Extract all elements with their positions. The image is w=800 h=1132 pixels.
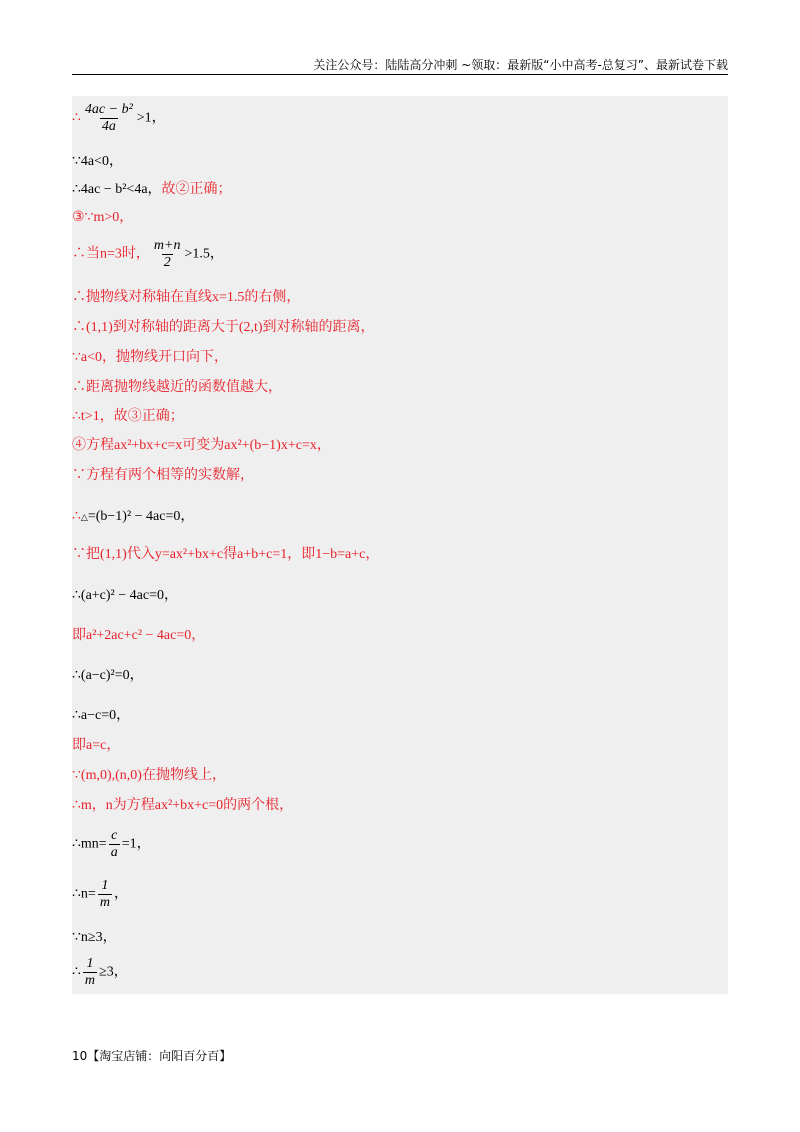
solution-line-23: ∴n= $\frac{1}{m}$ ， (72, 878, 128, 910)
fraction: $\frac{1}{m}$ (84, 956, 96, 988)
remark: 故②正确； (161, 182, 232, 197)
solution-line-17: ∴(a−c)²=0， (72, 668, 144, 683)
solution-line-5: ∴当n=3时， $\frac{m+n}{2}$ >1.5， (72, 238, 224, 270)
page-header (72, 54, 728, 75)
solution-line-25: ∴ $\frac{1}{m}$ ≥3， (72, 956, 128, 988)
solution-line-3: ∴4ac − b²<4a，故②正确； (72, 182, 232, 197)
solution-line-11: ④方程ax²+bx+c=x可变为ax²+(b−1)x+c=x， (72, 438, 331, 453)
solution-line-20: ∵(m,0),(n,0)在抛物线上， (72, 768, 226, 783)
solution-line-16: 即a²+2ac+c² − 4ac=0， (72, 628, 206, 643)
solution-line-6: ∴抛物线对称轴在直线x=1.5的右侧， (72, 290, 301, 305)
footer-text: 【淘宝店铺：向阳百分百】 (87, 1049, 232, 1063)
solution-line-21: ∴m，n为方程ax²+bx+c=0的两个根， (72, 798, 294, 813)
fraction: $\frac{1}{m}$ (99, 878, 110, 910)
fraction: $\frac{c}{a}$ (110, 828, 118, 860)
solution-line-1: ∴ $\frac{\text{4ac − b²}}{4a}$ >1， (72, 102, 166, 134)
solution-line-24: ∵n≥3， (72, 930, 117, 945)
solution-block (72, 96, 728, 994)
delta-symbol: △ (80, 512, 88, 522)
solution-line-14: ∵把(1,1)代入y=ax²+bx+c得a+b+c=1，即1−b=a+c， (72, 547, 380, 562)
solution-line-2: ∵4a<0， (72, 154, 124, 169)
solution-line-7: ∴(1,1)到对称轴的距离大于(2,t)到对称轴的距离， (72, 320, 375, 335)
remark: 故③正确； (113, 409, 184, 424)
solution-line-12: ∵方程有两个相等的实数解， (72, 468, 254, 483)
page-footer (72, 1047, 231, 1064)
solution-line-13: ∴△=(b−1)² − 4ac=0， (72, 509, 195, 524)
solution-line-9: ∴距离抛物线越近的函数值越大， (72, 380, 282, 395)
solution-line-19: 即a=c， (72, 738, 121, 753)
header-text: 关注公众号：陆陆高分冲刺 ~领取：最新版“小中高考-总复习”、最新试卷下载 (313, 58, 728, 72)
solution-line-8: ∵a<0，抛物线开口向下， (72, 350, 229, 365)
solution-line-15: ∴(a+c)² − 4ac=0， (72, 588, 178, 603)
solution-line-18: ∴a−c=0， (72, 708, 131, 723)
solution-line-22: ∴mn= $\frac{c}{a}$ =1， (72, 828, 151, 860)
fraction: $\frac{\text{4ac − b²}}{4a}$ (84, 102, 133, 134)
solution-line-4: ③∵m>0， (72, 210, 134, 225)
page-number: 10 (72, 1049, 88, 1063)
solution-line-10: ∴t>1，故③正确； (72, 409, 184, 424)
fraction: $\frac{m+n}{2}$ (153, 238, 181, 270)
